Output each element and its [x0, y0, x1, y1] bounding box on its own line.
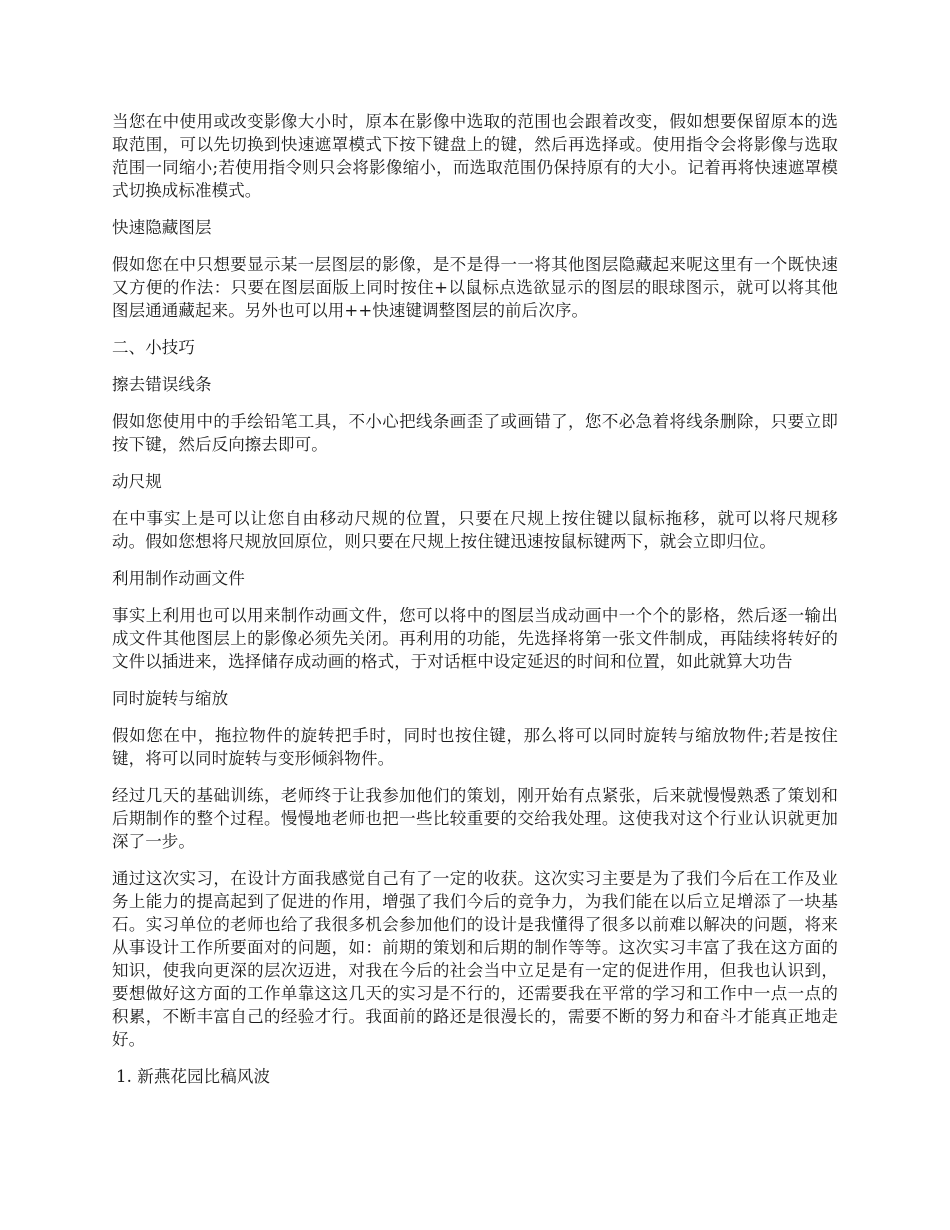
paragraph-animation: 事实上利用也可以用来制作动画文件，您可以将中的图层当成动画中一个个的影格，然后逐一输出成文件其他图层上的影像必须先关闭。再利用的功能，先选择将第一张文件制成，再陆续将转好的文件以插进来，选择储存成动画的格式，于对话框中设定延迟的时间和位置，如此就算大功告: [112, 606, 838, 671]
paragraph-move-ruler: 在中事实上是可以让您自由移动尺规的位置，只要在尺规上按住键以鼠标拖移，就可以将尺规移动。假如您想将尺规放回原位，则只要在尺规上按住键迅速按鼠标键两下，就会立即归位。: [112, 509, 838, 551]
heading-rotate-scale: 同时旋转与缩放: [112, 689, 229, 708]
heading-animation: 利用制作动画文件: [112, 569, 245, 588]
list-item-1: 1. 新燕花园比稿风波: [116, 1067, 271, 1086]
paragraph-internship: 通过这次实习，在设计方面我感觉自己有了一定的收获。这次实习主要是为了我们今后在工作及业务上能力的提高起到了促进的作用，增强了我们今后的竞争力，为我们能在以后立足增添了一块基石。实习单位的老师也给了我很多机会参加他们的设计是我懂得了很多以前难以解决的问题，将来从事设计工作所要面对的问题，如：前期的策划和后期的制作等等。这次实习丰富了我在这方面的知识，使我向更深的层次迈进，对我在今后的社会当中立足是有一定的促进作用，但我也认识到，要想做好这方面的工作单靠这这几天的实习是不行的，还需要我在平常的学习和工作中一点一点的积累，不断丰富自己的经验才行。我面前的路还是很漫长的，需要不断的努力和奋斗才能真正地走好。: [112, 869, 838, 1049]
paragraph-quick-mask: 当您在中使用或改变影像大小时，原本在影像中选取的范围也会跟着改变，假如想要保留原本的选取范围，可以先切换到快速遮罩模式下按下键盘上的键，然后再选择或。使用指令会将影像与选取范围一同缩小;若使用指令则只会将影像缩小，而选取范围仍保持原有的大小。记着再将快速遮罩模式切换成标准模式。: [112, 112, 838, 200]
paragraph-training: 经过几天的基础训练，老师终于让我参加他们的策划，刚开始有点紧张，后来就慢慢熟悉了策划和后期制作的整个过程。慢慢地老师也把一些比较重要的交给我处理。这使我对这个行业认识就更加深了一步。: [112, 786, 838, 851]
paragraph-rotate-scale: 假如您在中，拖拉物件的旋转把手时，同时也按住键，那么将可以同时旋转与缩放物件;若是按住键，将可以同时旋转与变形倾斜物件。: [112, 726, 838, 768]
paragraph-erase-lines: 假如您使用中的手绘铅笔工具，不小心把线条画歪了或画错了，您不必急着将线条删除，只要立即按下键，然后反向擦去即可。: [112, 412, 838, 454]
heading-hide-layers: 快速隐藏图层: [112, 218, 212, 237]
heading-tips: 二、小技巧: [112, 338, 195, 357]
paragraph-hide-layers: 假如您在中只想要显示某一层图层的影像，是不是得一一将其他图层隐藏起来呢这里有一个既快速又方便的作法：只要在图层面版上同时按住+以鼠标点选欲显示的图层的眼球图示，就可以将其他图层通通藏起来。另外也可以用++快速键调整图层的前后次序。: [112, 255, 838, 320]
heading-erase-lines: 擦去错误线条: [112, 375, 212, 394]
heading-move-ruler: 动尺规: [112, 472, 162, 491]
